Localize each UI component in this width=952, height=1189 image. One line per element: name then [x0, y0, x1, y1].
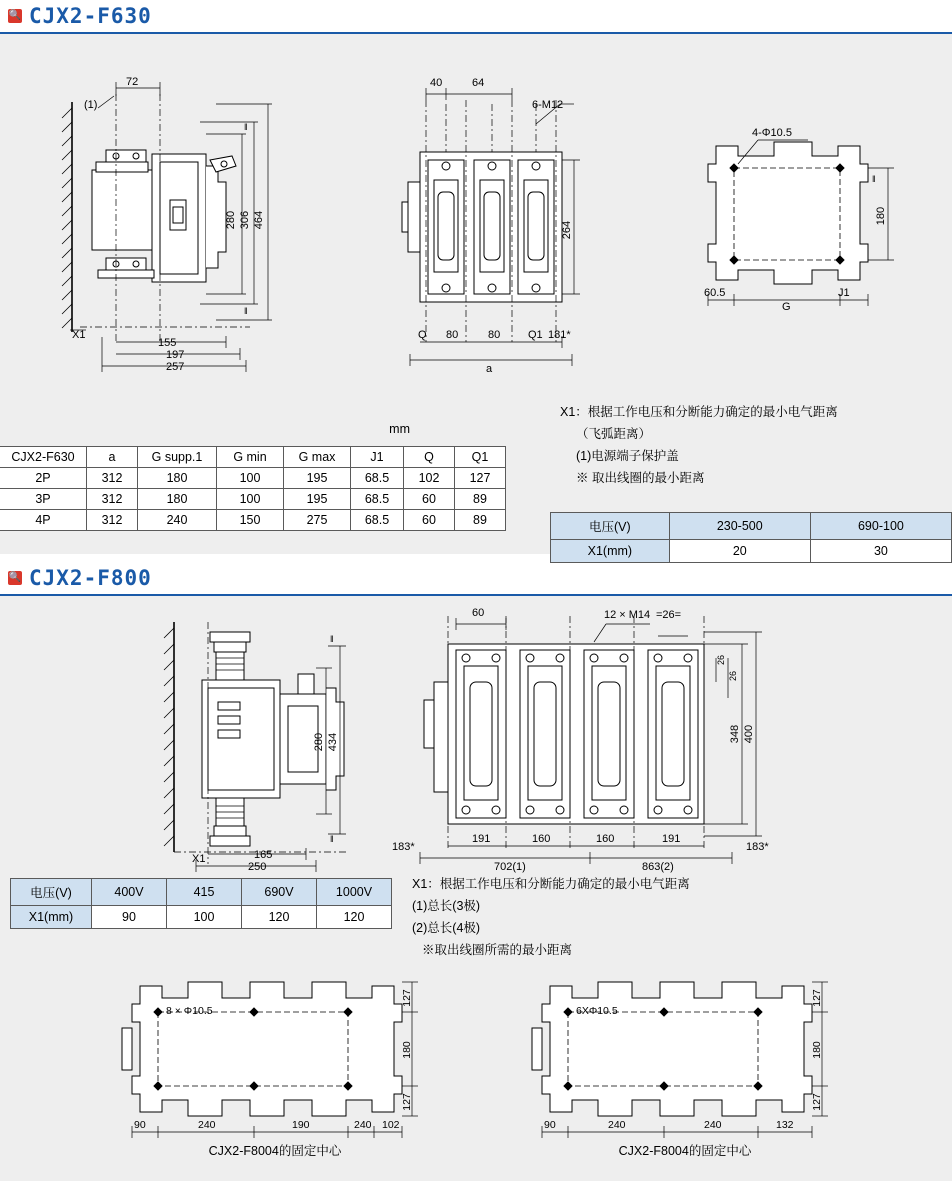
- th-2: G supp.1: [138, 447, 217, 468]
- th-5: J1: [351, 447, 404, 468]
- front-view-drawing-f630: [10, 42, 310, 402]
- cell: 100: [217, 468, 284, 489]
- svg-text:‖: ‖: [330, 634, 334, 644]
- cell: 4P: [0, 510, 87, 531]
- cell: 127: [455, 468, 506, 489]
- notes-f800: [412, 874, 862, 962]
- cell: 68.5: [351, 468, 404, 489]
- table-header-row: [0, 447, 506, 468]
- svg-text:Q: Q: [418, 329, 427, 341]
- note-line: (1)总长(3极): [412, 898, 481, 913]
- svg-text:280: 280: [313, 732, 325, 752]
- svg-text:132: 132: [776, 1119, 794, 1131]
- mounting-plan-left-f800: [110, 966, 440, 1146]
- cell: 312: [87, 468, 138, 489]
- svg-text:180: 180: [811, 1041, 823, 1059]
- cell: 20: [669, 540, 810, 563]
- svg-text:26: 26: [716, 654, 726, 666]
- svg-text:160: 160: [596, 833, 615, 845]
- note-line: ※ 取出线圈的最小距离: [576, 470, 705, 485]
- mounting-plan-right-f800: [520, 966, 850, 1146]
- top-view-drawing-f800: [390, 602, 810, 882]
- svg-text:‖: ‖: [872, 174, 876, 184]
- voltage-table-f630: [550, 512, 952, 563]
- unit-label-f630: mm: [389, 422, 410, 436]
- svg-text:64: 64: [472, 77, 485, 89]
- svg-text:80: 80: [488, 329, 501, 341]
- svg-text:190: 190: [292, 1119, 310, 1131]
- note-line: (1)电源端子保护盖: [576, 448, 679, 463]
- cell: 120: [242, 906, 317, 929]
- svg-text:240: 240: [608, 1119, 626, 1131]
- drawing-panel-f800: [0, 596, 952, 1181]
- front-view-drawing-f800: [130, 602, 390, 882]
- cell: 68.5: [351, 489, 404, 510]
- drawing-panel-f630: [0, 34, 952, 558]
- cell: 100: [217, 489, 284, 510]
- svg-text:280: 280: [225, 210, 237, 230]
- th-1: a: [87, 447, 138, 468]
- cell: 1000V: [317, 879, 392, 906]
- note-line: X1：根据工作电压和分断能力确定的最小电气距离: [560, 405, 838, 419]
- svg-text:257: 257: [166, 361, 185, 373]
- top-view-drawing-f630: [390, 42, 610, 402]
- cell: 240: [138, 510, 217, 531]
- svg-text:8 × Φ10.5: 8 × Φ10.5: [166, 1005, 213, 1017]
- svg-text:6-M12: 6-M12: [532, 99, 564, 111]
- svg-text:264: 264: [561, 220, 573, 240]
- svg-text:‖: ‖: [244, 122, 248, 132]
- svg-text:863(2): 863(2): [642, 861, 674, 873]
- svg-text:180: 180: [875, 206, 887, 226]
- svg-text:240: 240: [704, 1119, 722, 1131]
- section-header-f630: [0, 0, 952, 34]
- cell: 690-100: [810, 513, 951, 540]
- th-0: CJX2-F630: [0, 447, 87, 468]
- th-3: G min: [217, 447, 284, 468]
- mounting-right-caption: CJX2-F8004的固定中心: [618, 1144, 752, 1158]
- cell: 电压(V): [11, 879, 92, 906]
- svg-text:Q1: Q1: [528, 329, 543, 341]
- svg-text:(1): (1): [84, 99, 98, 111]
- svg-text:197: 197: [166, 349, 185, 361]
- svg-text:191: 191: [472, 833, 491, 845]
- cell: 312: [87, 510, 138, 531]
- table-row: [551, 540, 952, 563]
- svg-text:60: 60: [472, 607, 485, 619]
- svg-text:181*: 181*: [548, 329, 571, 341]
- svg-text:‖: ‖: [244, 306, 248, 316]
- table-row: [0, 489, 506, 510]
- svg-text:102: 102: [382, 1119, 400, 1131]
- svg-text:12 × M14: 12 × M14: [604, 609, 651, 621]
- svg-text:180: 180: [401, 1041, 413, 1059]
- table-row: [0, 468, 506, 489]
- svg-text:60.5: 60.5: [704, 287, 726, 299]
- cell: 180: [138, 489, 217, 510]
- cell: 60: [404, 489, 455, 510]
- svg-text:250: 250: [248, 861, 267, 873]
- dimension-table-f630: [0, 446, 506, 531]
- cell: 89: [455, 510, 506, 531]
- svg-text:X1: X1: [72, 329, 86, 341]
- cell: 415: [167, 879, 242, 906]
- svg-text:127: 127: [401, 989, 413, 1007]
- section-title: CJX2-F630: [29, 4, 152, 28]
- cell: 102: [404, 468, 455, 489]
- cell: 68.5: [351, 510, 404, 531]
- svg-text:464: 464: [253, 210, 265, 230]
- cell: 690V: [242, 879, 317, 906]
- cell: 120: [317, 906, 392, 929]
- cell: 30: [810, 540, 951, 563]
- svg-text:127: 127: [401, 1093, 413, 1111]
- svg-text:72: 72: [126, 76, 139, 88]
- svg-text:240: 240: [198, 1119, 216, 1131]
- svg-text:G: G: [782, 301, 791, 313]
- table-row: [0, 510, 506, 531]
- cell: 230-500: [669, 513, 810, 540]
- svg-text:=26=: =26=: [656, 609, 682, 621]
- svg-text:80: 80: [446, 329, 459, 341]
- mounting-left-caption: CJX2-F8004的固定中心: [208, 1144, 342, 1158]
- table-header-row: [551, 513, 952, 540]
- svg-text:702(1): 702(1): [494, 861, 526, 873]
- svg-text:434: 434: [327, 732, 339, 752]
- svg-text:4-Φ10.5: 4-Φ10.5: [752, 127, 792, 139]
- svg-text:26: 26: [728, 670, 738, 682]
- svg-text:90: 90: [134, 1119, 146, 1131]
- cell: 195: [284, 468, 351, 489]
- cell: 195: [284, 489, 351, 510]
- cell: 100: [167, 906, 242, 929]
- cell: 150: [217, 510, 284, 531]
- svg-text:191: 191: [662, 833, 681, 845]
- cell: X1(mm): [551, 540, 670, 563]
- cell: 90: [92, 906, 167, 929]
- svg-text:155: 155: [158, 337, 177, 349]
- svg-text:X1: X1: [192, 853, 206, 865]
- svg-text:400: 400: [743, 724, 755, 744]
- note-line: X1：根据工作电压和分断能力确定的最小电气距离: [412, 877, 690, 891]
- note-line: （飞弧距离）: [576, 426, 652, 441]
- search-icon: 🔍: [8, 10, 22, 21]
- th-6: Q: [404, 447, 455, 468]
- cell: 电压(V): [551, 513, 670, 540]
- th-4: G max: [284, 447, 351, 468]
- cell: 180: [138, 468, 217, 489]
- table-row: [11, 906, 392, 929]
- svg-text:90: 90: [544, 1119, 556, 1131]
- svg-text:127: 127: [811, 1093, 823, 1111]
- svg-text:240: 240: [354, 1119, 372, 1131]
- th-7: Q1: [455, 447, 506, 468]
- svg-text:40: 40: [430, 77, 443, 89]
- svg-text:348: 348: [729, 724, 741, 744]
- svg-text:165: 165: [254, 849, 273, 861]
- cell: 89: [455, 489, 506, 510]
- voltage-table-f800: [10, 878, 392, 929]
- svg-text:a: a: [486, 363, 493, 375]
- search-icon: 🔍: [8, 572, 22, 583]
- svg-text:J1: J1: [838, 287, 850, 299]
- svg-text:183*: 183*: [392, 841, 415, 853]
- note-line: (2)总长(4极): [412, 920, 481, 935]
- svg-text:‖: ‖: [330, 834, 334, 844]
- cell: X1(mm): [11, 906, 92, 929]
- cell: 275: [284, 510, 351, 531]
- svg-text:6XΦ10.5: 6XΦ10.5: [576, 1005, 618, 1017]
- table-header-row: [11, 879, 392, 906]
- notes-f630: [560, 402, 940, 490]
- svg-text:306: 306: [239, 210, 251, 230]
- note-line: ※取出线圈所需的最小距离: [422, 942, 573, 957]
- svg-text:160: 160: [532, 833, 551, 845]
- cell: 60: [404, 510, 455, 531]
- cell: 2P: [0, 468, 87, 489]
- section-title: CJX2-F800: [29, 566, 152, 590]
- mounting-plan-drawing-f630: [690, 104, 920, 354]
- cell: 400V: [92, 879, 167, 906]
- svg-text:127: 127: [811, 989, 823, 1007]
- section-header-f800: [0, 562, 952, 596]
- cell: 312: [87, 489, 138, 510]
- svg-text:183*: 183*: [746, 841, 769, 853]
- cell: 3P: [0, 489, 87, 510]
